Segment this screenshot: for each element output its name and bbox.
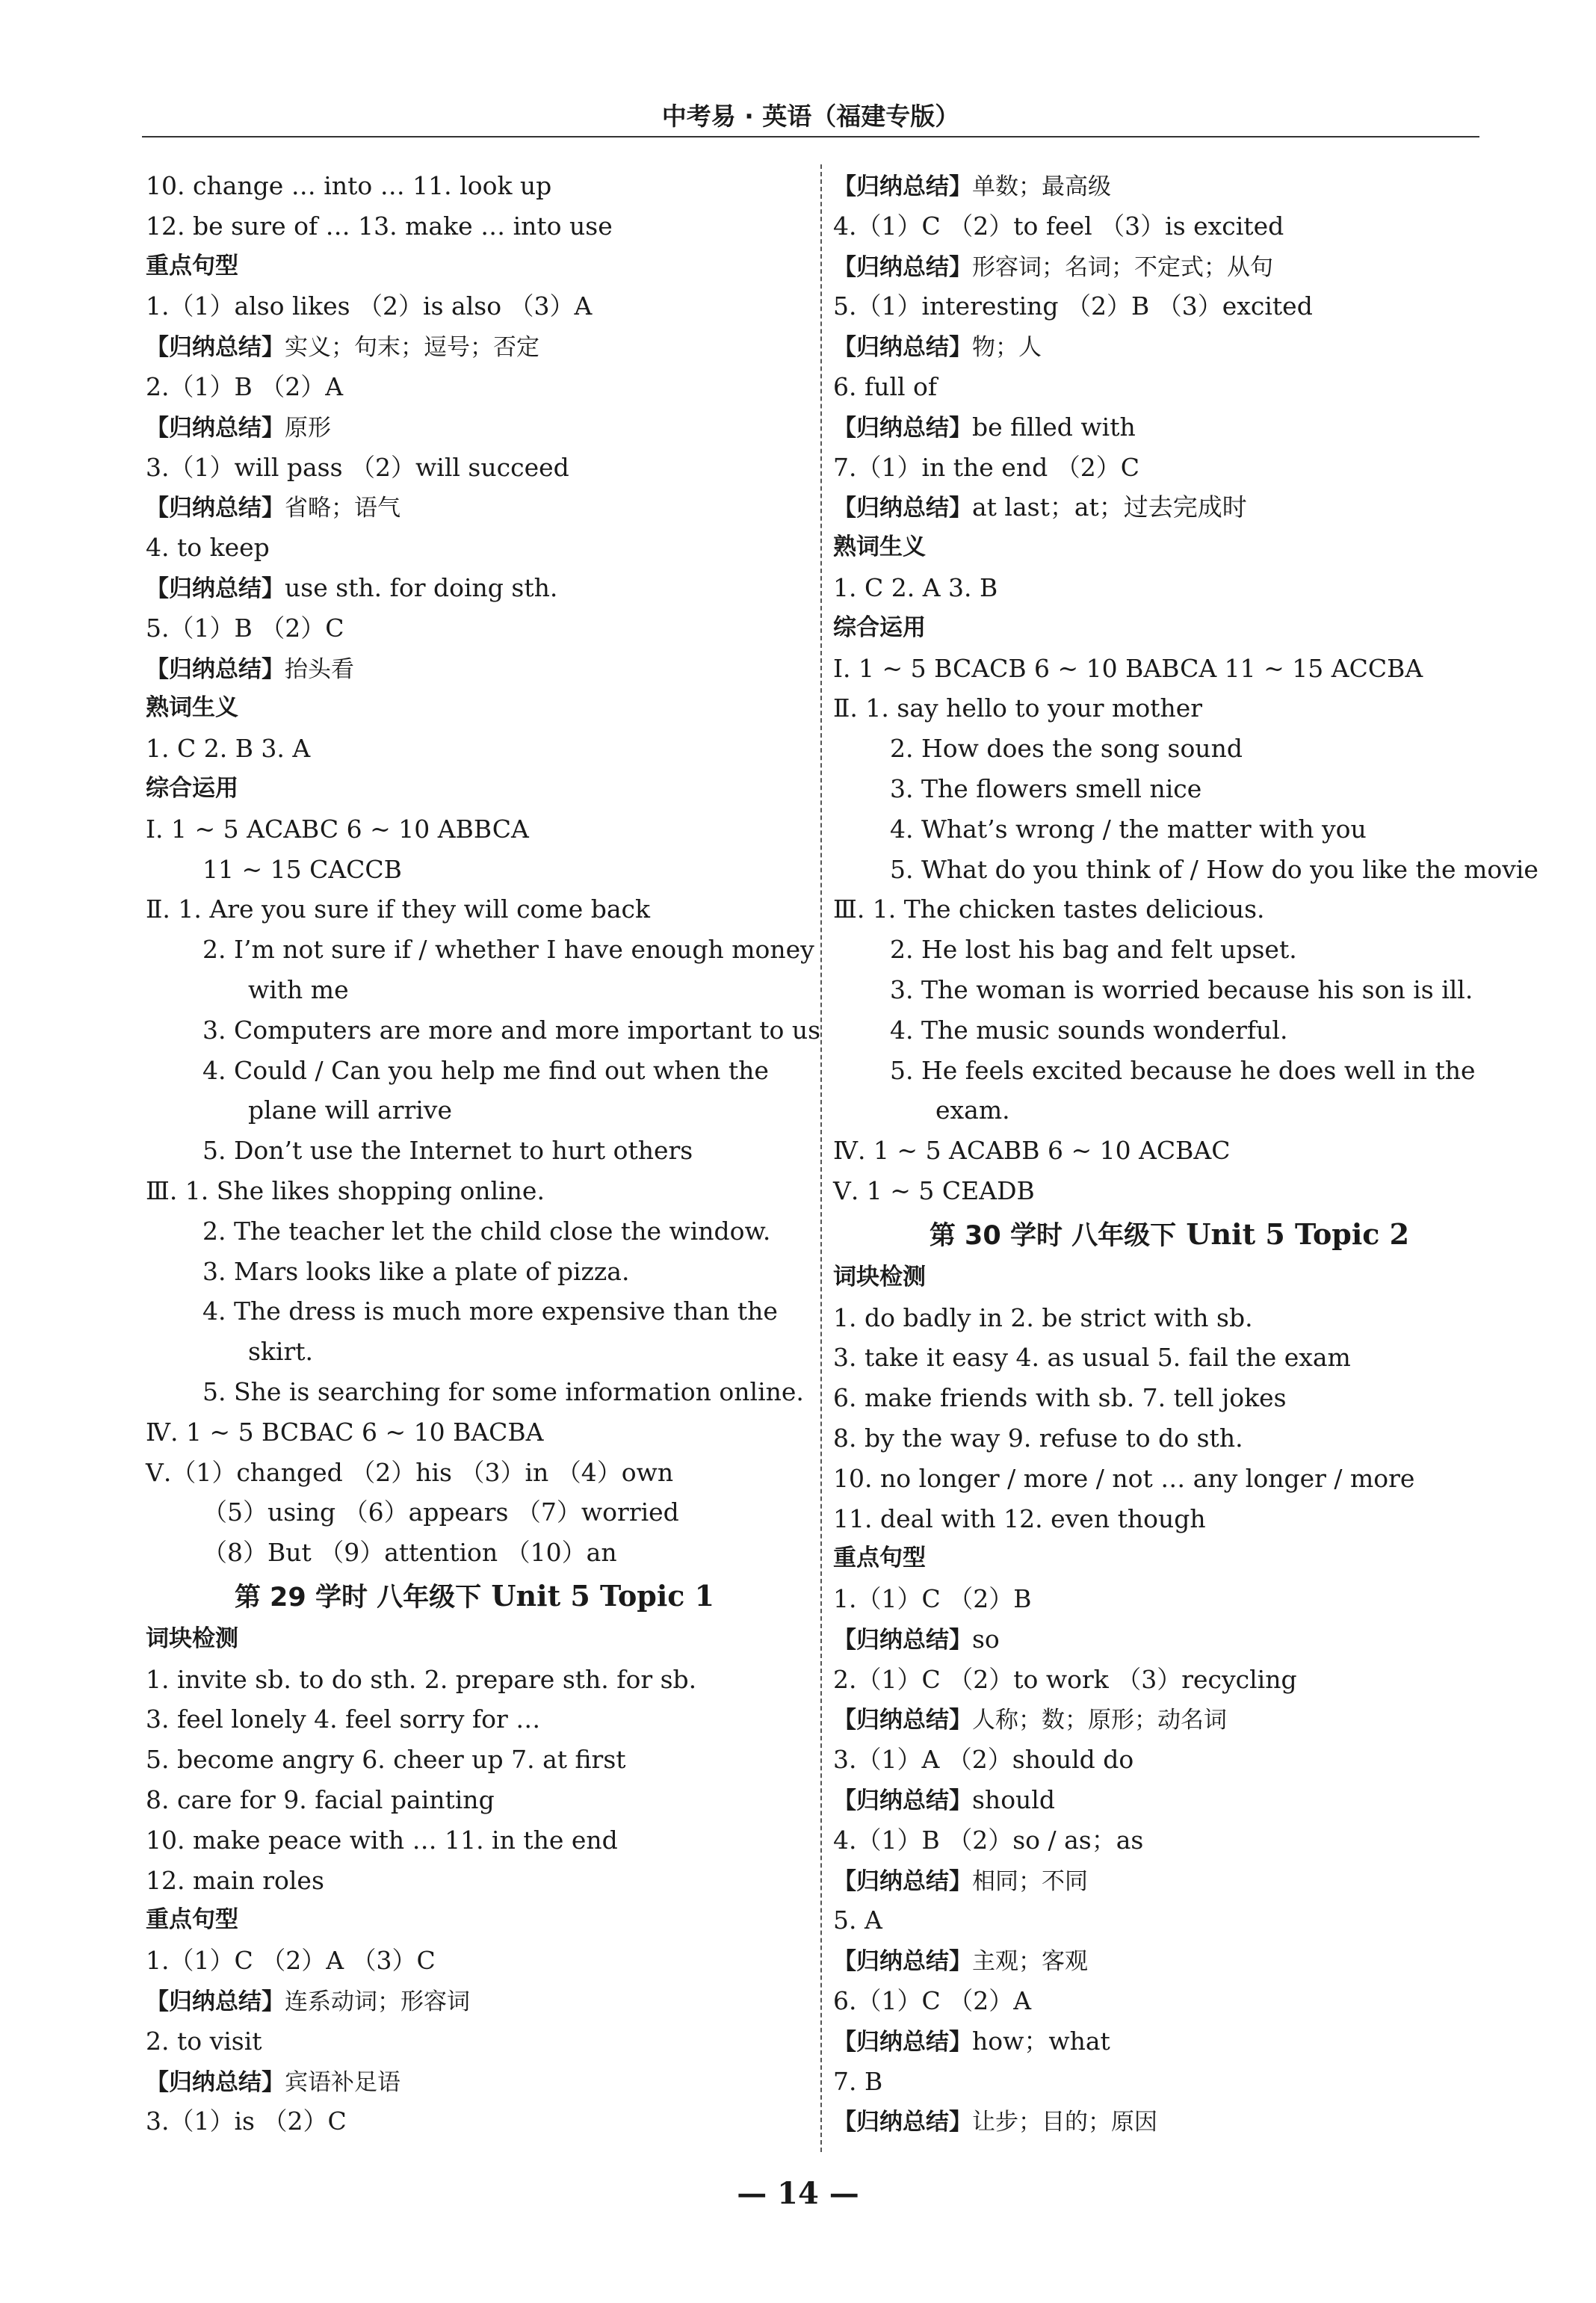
- summary-line: [146, 2062, 803, 2102]
- summary-line: [833, 166, 1506, 206]
- summary-label: 【归纳总结】: [146, 655, 285, 683]
- summary-label: 【归纳总结】: [833, 1787, 972, 1815]
- answer-line: 5. What do you think of / How do you like the movie: [890, 854, 1538, 884]
- summary-text: be filled with: [972, 412, 1136, 442]
- summary-text: 让步；目的；原因: [972, 2109, 1157, 2136]
- summary-text: use sth. for doing sth.: [285, 572, 558, 602]
- answer-line: 3. take it easy 4. as usual 5. fail the exam: [833, 1343, 1351, 1373]
- summary-line: [833, 1941, 1506, 1981]
- summary-line: [833, 1780, 1506, 1820]
- summary-line: [146, 327, 803, 367]
- summary-label: 【归纳总结】: [833, 1948, 972, 1976]
- summary-line: [833, 327, 1506, 367]
- answer-line: skirt.: [248, 1337, 314, 1367]
- summary-line: [146, 487, 803, 528]
- summary-text: 人称；数；原形；动名词: [972, 1707, 1227, 1734]
- left-column: [146, 166, 821, 2142]
- answer-line: 1. do badly in 2. be strict with sb.: [833, 1302, 1253, 1332]
- answer-line: exam.: [935, 1095, 1010, 1125]
- summary-text: 抬头看: [285, 655, 354, 683]
- answer-line: 1.（1）also likes （2）is also （3）A: [146, 291, 593, 321]
- answer-line: 3. Computers are more and more important to us: [202, 1015, 821, 1045]
- summary-line: [833, 2021, 1506, 2062]
- summary-text: 连系动词；形容词: [285, 1988, 470, 2016]
- section-heading: 重点句型: [146, 1906, 238, 1934]
- answer-line: 4.（1）C （2）to feel （3）is excited: [833, 211, 1284, 241]
- answer-line: 2. I’m not sure if / whether I have enough money: [202, 935, 814, 965]
- answer-line: 3. The woman is worried because his son is ill.: [890, 974, 1473, 1004]
- summary-line: [833, 2101, 1506, 2142]
- summary-text: 形容词；名词；不定式；从句: [972, 253, 1273, 281]
- answer-line: 3.（1）A （2）should do: [833, 1745, 1134, 1775]
- summary-label: 【归纳总结】: [833, 1867, 972, 1895]
- summary-text: so: [972, 1624, 1000, 1654]
- answer-line: 5. become angry 6. cheer up 7. at first: [146, 1745, 626, 1775]
- answer-line: 6.（1）C （2）A: [833, 1986, 1032, 2016]
- lesson-heading: [146, 1573, 803, 1619]
- answer-line: 5. He feels excited because he does well in the: [890, 1055, 1476, 1085]
- answer-line: Ⅱ. 1. say hello to your mother: [833, 693, 1203, 723]
- summary-label: 【归纳总结】: [833, 173, 972, 200]
- answer-line: Ⅰ. 1 ~ 5 BCACB 6 ~ 10 BABCA 11 ~ 15 ACCBA: [833, 653, 1423, 683]
- answer-line: 5. She is searching for some information online.: [202, 1376, 804, 1406]
- section-heading: 熟词生义: [146, 694, 238, 722]
- summary-line: [146, 568, 803, 608]
- section-heading: 熟词生义: [833, 534, 926, 561]
- lesson-heading-zh: 第 30 学时 八年级下: [929, 1220, 1177, 1251]
- answer-line: 1.（1）C （2）B: [833, 1584, 1032, 1614]
- summary-text: 主观；客观: [972, 1948, 1088, 1976]
- summary-label: 【归纳总结】: [146, 2068, 285, 2096]
- summary-label: 【归纳总结】: [833, 414, 972, 442]
- section-heading: 词块检测: [146, 1625, 238, 1652]
- answer-line: 10. make peace with … 11. in the end: [146, 1825, 618, 1855]
- summary-label: 【归纳总结】: [146, 575, 285, 602]
- answer-line: 8. by the way 9. refuse to do sth.: [833, 1423, 1243, 1453]
- answer-line: 7.（1）in the end （2）C: [833, 452, 1139, 482]
- summary-text: 物；人: [972, 334, 1042, 362]
- answer-line: 5. A: [833, 1905, 882, 1935]
- answer-line: 6. full of: [833, 371, 938, 401]
- answer-line: 3. feel lonely 4. feel sorry for …: [146, 1704, 541, 1734]
- summary-line: [833, 1861, 1506, 1901]
- answer-line: Ⅳ. 1 ~ 5 BCBAC 6 ~ 10 BACBA: [146, 1417, 544, 1447]
- summary-label: 【归纳总结】: [833, 334, 972, 362]
- answer-line: 3. The flowers smell nice: [890, 773, 1202, 803]
- summary-text: 宾语补足语: [285, 2068, 400, 2096]
- summary-label: 【归纳总结】: [833, 253, 972, 281]
- summary-text: 单数；最高级: [972, 173, 1111, 200]
- answer-line: 1. C 2. A 3. B: [833, 572, 998, 602]
- summary-label: 【归纳总结】: [146, 1988, 285, 2016]
- answer-line: 5. Don’t use the Internet to hurt others: [202, 1136, 693, 1166]
- summary-label: 【归纳总结】: [146, 334, 285, 362]
- answer-line: 4. The music sounds wonderful.: [890, 1015, 1288, 1045]
- answer-line: 1. C 2. B 3. A: [146, 734, 311, 764]
- answer-line: Ⅳ. 1 ~ 5 ACABB 6 ~ 10 ACBAC: [833, 1136, 1231, 1166]
- header-rule: [142, 136, 1479, 137]
- answer-line: 5.（1）interesting （2）B （3）excited: [833, 291, 1313, 321]
- section-heading: 词块检测: [833, 1263, 926, 1290]
- summary-line: [833, 1619, 1506, 1660]
- page-number: — 14 —: [737, 2176, 859, 2211]
- answer-line: 11 ~ 15 CACCB: [202, 854, 402, 884]
- answer-line: 6. make friends with sb. 7. tell jokes: [833, 1383, 1287, 1413]
- answer-line: Ⅲ. 1. The chicken tastes delicious.: [833, 894, 1265, 924]
- section-heading: 综合运用: [146, 774, 238, 802]
- summary-text: 原形: [285, 414, 331, 442]
- answer-line: 8. care for 9. facial painting: [146, 1785, 495, 1815]
- summary-text: should: [972, 1785, 1055, 1815]
- page-header: 中考易 · 英语（福建专版）: [661, 102, 960, 131]
- summary-label: 【归纳总结】: [146, 414, 285, 442]
- section-heading: 综合运用: [833, 613, 926, 641]
- answer-line: 2. to visit: [146, 2026, 262, 2056]
- summary-line: [146, 1981, 803, 2021]
- summary-line: [146, 649, 803, 689]
- answer-line: Ⅰ. 1 ~ 5 ACABC 6 ~ 10 ABBCA: [146, 814, 529, 844]
- answer-line: 2. The teacher let the child close the window.: [202, 1216, 771, 1246]
- summary-label: 【归纳总结】: [146, 495, 285, 522]
- answer-line: 2. He lost his bag and felt upset.: [890, 935, 1297, 965]
- answer-line: 4.（1）B （2）so / as；as: [833, 1825, 1144, 1855]
- summary-line: [833, 407, 1506, 448]
- answer-line: plane will arrive: [248, 1095, 452, 1125]
- section-heading: 重点句型: [146, 252, 238, 279]
- answer-line: 1. invite sb. to do sth. 2. prepare sth. for sb.: [146, 1664, 697, 1694]
- answer-line: with me: [248, 974, 349, 1004]
- answer-line: 10. no longer / more / not … any longer / more: [833, 1463, 1415, 1493]
- summary-label: 【归纳总结】: [833, 495, 972, 522]
- answer-line: 12. be sure of … 13. make … into use: [146, 211, 613, 241]
- answer-line: 1.（1）C （2）A （3）C: [146, 1946, 436, 1976]
- summary-text: at last；at；过去完成时: [972, 492, 1247, 522]
- lesson-heading-en: Unit 5 Topic 2: [1176, 1217, 1410, 1251]
- answer-line: 2.（1）B （2）A: [146, 371, 344, 401]
- summary-text: 省略；语气: [285, 495, 400, 522]
- answer-line: （8）But （9）attention （10）an: [202, 1538, 617, 1568]
- answer-line: Ⅴ.（1）changed （2）his （3）in （4）own: [146, 1457, 674, 1487]
- answer-line: 4. What’s wrong / the matter with you: [890, 814, 1367, 844]
- answer-line: Ⅲ. 1. She likes shopping online.: [146, 1175, 545, 1205]
- summary-label: 【归纳总结】: [833, 2109, 972, 2136]
- summary-text: 实义；句末；逗号；否定: [285, 334, 539, 362]
- answer-line: （5）using （6）appears （7）worried: [202, 1497, 679, 1527]
- lesson-heading-zh: 第 29 学时 八年级下: [234, 1582, 482, 1613]
- lesson-heading: [833, 1211, 1506, 1258]
- answer-line: 3. Mars looks like a plate of pizza.: [202, 1256, 630, 1286]
- answer-line: 7. B: [833, 2066, 883, 2096]
- answer-line: 4. Could / Can you help me find out when the: [202, 1055, 769, 1085]
- answer-line: 10. change … into … 11. look up: [146, 171, 552, 200]
- summary-line: [833, 1699, 1506, 1740]
- summary-line: [833, 247, 1506, 287]
- summary-line: [146, 407, 803, 448]
- right-column: [833, 166, 1538, 2142]
- answer-line: 5.（1）B （2）C: [146, 613, 344, 643]
- summary-label: 【归纳总结】: [833, 1626, 972, 1654]
- answer-line: 3.（1）will pass （2）will succeed: [146, 452, 569, 482]
- column-divider: [820, 164, 822, 2152]
- summary-text: 相同；不同: [972, 1867, 1088, 1895]
- answer-line: 4. The dress is much more expensive than the: [202, 1296, 778, 1326]
- answer-line: Ⅱ. 1. Are you sure if they will come back: [146, 894, 651, 924]
- summary-text: how；what: [972, 2026, 1110, 2056]
- summary-label: 【归纳总结】: [833, 2028, 972, 2056]
- answer-line: 2. How does the song sound: [890, 734, 1243, 764]
- answer-line: Ⅴ. 1 ~ 5 CEADB: [833, 1175, 1035, 1205]
- answer-line: 3.（1）is （2）C: [146, 2106, 347, 2136]
- answer-line: 11. deal with 12. even though: [833, 1503, 1206, 1533]
- answer-line: 2.（1）C （2）to work （3）recycling: [833, 1664, 1297, 1694]
- section-heading: 重点句型: [833, 1545, 926, 1572]
- summary-line: [833, 487, 1506, 528]
- answer-line: 12. main roles: [146, 1865, 324, 1895]
- answer-line: 4. to keep: [146, 533, 270, 563]
- lesson-heading-en: Unit 5 Topic 1: [481, 1578, 715, 1613]
- summary-label: 【归纳总结】: [833, 1707, 972, 1734]
